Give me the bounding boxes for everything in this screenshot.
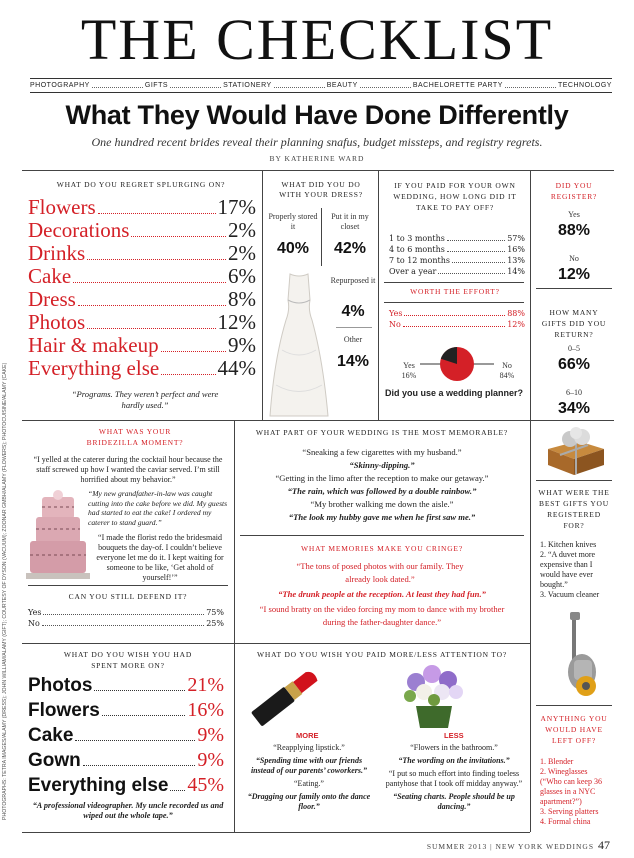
- item-label: Decorations: [28, 218, 130, 242]
- divider: [22, 170, 614, 171]
- item-label: Dress: [28, 287, 76, 311]
- list-item: [28, 773, 224, 798]
- left-off-heading: ANYTHING YOU WOULD HAVE LEFT OFF?: [540, 714, 608, 745]
- item-label: Over a year: [389, 267, 437, 276]
- item-pct: 6%: [228, 264, 256, 288]
- divider: [378, 170, 379, 420]
- gift-box-image: [540, 425, 610, 477]
- item-pct: 9%: [228, 333, 256, 357]
- item-label: Gown: [28, 750, 81, 771]
- divider: [384, 282, 524, 283]
- dress-other-pct: 14%: [336, 353, 370, 370]
- list-item: 3. Vacuum cleaner: [540, 590, 600, 599]
- lipstick-image: [244, 664, 326, 728]
- photo-credit: PHOTOGRAPHS: TETRA IMAGES/ALAMY (DRESS); JOHN WILLIAM/ALAMY (GIFT); COURTESY OF DYSON (VACUUM); ZOONAR GMBH/ALAMY (FLOWERS); PHOTOCUISINE/ALAMY (CAKE): [2, 362, 8, 820]
- memorable-heading: WHAT PART OF YOUR WEDDING IS THE MOST MEMORABLE?: [255, 428, 509, 437]
- item-label: Drinks: [28, 241, 86, 265]
- page-title: THE CHECKLIST: [80, 7, 554, 72]
- item-pct: 75%: [206, 608, 224, 617]
- item-label: Photos: [28, 310, 86, 334]
- planner-no-pct: 84%: [499, 371, 515, 380]
- dress-closet-pct: 42%: [333, 240, 367, 257]
- nav-item[interactable]: BEAUTY: [326, 82, 358, 89]
- quote: “The rain, which was followed by a double rainbow.”: [287, 486, 477, 496]
- list-item: [28, 357, 256, 380]
- divider: [536, 480, 612, 481]
- list-item: [28, 618, 224, 629]
- list-item: 1. Blender: [540, 757, 574, 766]
- nav-item[interactable]: BACHELORETTE PARTY: [412, 82, 503, 89]
- bridezilla-quote-3: “I made the florist redo the bridesmaid bouquets the day-of. I couldn’t believe everyone let me do it. I kept waiting for someone to be like, ‘Get ahold of yourself!’”: [96, 533, 224, 582]
- divider: [530, 170, 531, 832]
- more-label: MORE: [296, 731, 319, 740]
- list-item: [28, 311, 256, 334]
- defend-heading: CAN YOU STILL DEFEND IT?: [68, 592, 188, 601]
- memorable-quotes: [240, 446, 524, 524]
- list-item: [28, 673, 224, 698]
- divider: [28, 585, 228, 586]
- register-heading: DID YOU REGISTER?: [550, 181, 598, 201]
- list-item: [28, 607, 224, 618]
- cringe-quote-1: “The tons of posed photos with our family. They already look dated.”: [296, 561, 464, 584]
- list-item: 1. Kitchen knives: [540, 540, 597, 549]
- item-label: No: [28, 619, 40, 628]
- planner-question: Did you use a wedding planner?: [384, 388, 523, 398]
- item-label: Yes: [28, 608, 42, 617]
- divider: [262, 170, 263, 420]
- list-item: [28, 265, 256, 288]
- less-label: LESS: [444, 731, 464, 740]
- item-pct: 16%: [187, 699, 224, 721]
- quote: “Seating charts. People should be up dancing.”: [393, 792, 515, 811]
- item-pct: 13%: [507, 256, 525, 265]
- footer-text: SUMMER 2013 | NEW YORK WEDDINGS: [426, 842, 594, 851]
- divider: [234, 420, 235, 832]
- quote: “Flowers in the bathroom.”: [410, 743, 498, 752]
- list-item: [28, 334, 256, 357]
- planner-yes-label: Yes: [403, 361, 415, 370]
- spent-more-quote: “A professional videographer. My uncle recorded us and wiped out the whole tape.”: [32, 801, 224, 820]
- divider: [22, 832, 530, 833]
- register-no-label: No: [569, 254, 579, 263]
- item-pct: 14%: [507, 267, 525, 276]
- list-item: [389, 319, 525, 330]
- item-pct: 9%: [197, 749, 224, 771]
- byline: BY KATHERINE WARD: [269, 154, 365, 163]
- item-label: 7 to 12 months: [389, 256, 450, 265]
- item-pct: 21%: [187, 674, 224, 696]
- item-pct: 45%: [187, 774, 224, 796]
- return-r2-pct: 34%: [557, 400, 591, 417]
- effort-list: [389, 308, 525, 330]
- dress-stored-pct: 40%: [276, 240, 310, 257]
- quote: “My brother walking me down the aisle.”: [310, 499, 454, 509]
- more-quotes: [244, 743, 374, 812]
- quote: “Skinny-dipping.”: [349, 460, 415, 470]
- item-pct: 44%: [217, 356, 256, 380]
- item-pct: 25%: [206, 619, 224, 628]
- list-item: [28, 242, 256, 265]
- item-label: Everything else: [28, 356, 160, 380]
- item-label: Photos: [28, 675, 93, 696]
- dress-closet-label: Put it in my closet: [331, 212, 369, 231]
- vacuum-cleaner-image: [560, 610, 604, 702]
- bridezilla-quote-1: “I yelled at the caterer during the cocktail hour because the staff screwed up how I wanted the caviar served. I’m still horrified about my behavior.”: [33, 455, 223, 484]
- planner-pie-chart: [420, 345, 494, 383]
- list-item: [28, 219, 256, 242]
- bridezilla-heading: WHAT WAS YOUR BRIDEZILLA MOMENT?: [86, 427, 184, 447]
- quote: “Dragging our family onto the dance floor.”: [247, 792, 371, 811]
- divider: [240, 535, 524, 536]
- item-pct: 2%: [228, 218, 256, 242]
- best-gifts-list: [540, 540, 610, 600]
- wedding-cake-image: [26, 487, 90, 581]
- item-pct: 16%: [507, 245, 525, 254]
- divider: [384, 302, 524, 303]
- defend-list: [28, 607, 224, 629]
- divider: [536, 705, 612, 706]
- item-pct: 9%: [197, 724, 224, 746]
- payoff-heading: IF YOU PAID FOR YOUR OWN WEDDING, HOW LONG DID IT TAKE TO PAY OFF?: [393, 181, 517, 212]
- item-pct: 12%: [217, 310, 256, 334]
- list-item: [389, 266, 525, 277]
- item-label: Flowers: [28, 700, 100, 721]
- spent-more-heading: WHAT DO YOU WISH YOU HAD SPENT MORE ON?: [63, 650, 193, 670]
- list-item: [389, 255, 525, 266]
- item-label: Everything else: [28, 775, 169, 796]
- nav-item[interactable]: TECHNOLOGY: [557, 82, 612, 89]
- item-label: 1 to 3 months: [389, 234, 445, 243]
- item-label: Yes: [389, 309, 403, 318]
- payoff-list: [389, 233, 525, 277]
- item-label: Flowers: [28, 195, 96, 219]
- register-no-pct: 12%: [557, 266, 591, 283]
- list-item: [28, 748, 224, 773]
- cringe-quote-2: “The drunk people at the reception. At least they had fun.”: [278, 589, 486, 599]
- regret-heading: WHAT DO YOU REGRET SPLURGING ON?: [56, 180, 226, 189]
- list-item: 3. Serving platters: [540, 807, 599, 816]
- dress-other-label: Other: [343, 335, 363, 344]
- list-item: [28, 196, 256, 219]
- item-pct: 2%: [228, 241, 256, 265]
- list-item: 2. “A duvet more expensive than I would have ever bought.”: [540, 550, 596, 589]
- item-pct: 8%: [228, 287, 256, 311]
- return-r1-label: 0–5: [568, 344, 580, 353]
- list-item: 2. Wineglasses (“Who can keep 36 glasses in a NYC apartment?”): [540, 767, 602, 806]
- dress-repurposed-pct: 4%: [341, 303, 365, 320]
- list-item: [28, 698, 224, 723]
- item-pct: 57%: [507, 234, 525, 243]
- deck: One hundred recent brides reveal their planning snafus, budget missteps, and registry regrets.: [91, 135, 543, 149]
- item-label: Cake: [28, 725, 74, 746]
- quote: “Sneaking a few cigarettes with my husband.”: [302, 447, 462, 457]
- left-off-list: [540, 757, 610, 827]
- planner-no-label: No: [502, 361, 512, 370]
- register-yes-pct: 88%: [557, 222, 591, 239]
- divider: [321, 208, 322, 266]
- regret-list: [28, 196, 256, 380]
- register-yes-label: Yes: [568, 210, 580, 219]
- list-item: [28, 723, 224, 748]
- wedding-dress-image: [268, 270, 330, 418]
- divider: [536, 288, 612, 289]
- divider: [22, 420, 614, 421]
- regret-quote: “Programs. They weren’t perfect and were hardly used.”: [71, 389, 219, 410]
- item-label: No: [389, 320, 401, 329]
- quote: “Spending time with our friends instead of our parents’ coworkers.”: [250, 756, 368, 775]
- dress-stored-label: Properly stored it: [268, 212, 318, 231]
- item-pct: 12%: [507, 320, 525, 329]
- cringe-heading: WHAT MEMORIES MAKE YOU CRINGE?: [301, 544, 463, 553]
- quote: “I put so much effort into finding toeless pantyhose that I took off midday anyway.”: [385, 769, 523, 788]
- item-pct: 17%: [217, 195, 256, 219]
- item-label: Hair & makeup: [28, 333, 159, 357]
- dress-heading-2: WITH YOUR DRESS?: [279, 190, 363, 199]
- item-label: 4 to 6 months: [389, 245, 445, 254]
- quote: “Reapplying lipstick.”: [273, 743, 345, 752]
- dress-repurposed-label: Repurposed it: [330, 276, 376, 285]
- divider: [336, 327, 372, 328]
- nav-item[interactable]: GIFTS: [144, 82, 169, 89]
- spent-more-list: [28, 673, 224, 798]
- less-quotes: [384, 743, 524, 812]
- return-r1-pct: 66%: [557, 356, 591, 373]
- list-item: [389, 308, 525, 319]
- headline: What They Would Have Done Differently: [65, 100, 569, 130]
- divider: [22, 643, 530, 644]
- flowers-image: [396, 660, 472, 730]
- effort-heading: WORTH THE EFFORT?: [410, 287, 500, 296]
- dress-heading-1: WHAT DID YOU DO: [281, 180, 361, 189]
- return-r2-label: 6–10: [566, 388, 582, 397]
- quote: “Getting in the limo after the reception to make our getaway.”: [275, 473, 489, 483]
- list-item: 4. Formal china: [540, 817, 591, 826]
- nav-item[interactable]: STATIONERY: [223, 82, 272, 89]
- nav-item[interactable]: PHOTOGRAPHY: [30, 82, 90, 89]
- planner-yes-pct: 16%: [401, 371, 417, 380]
- section-nav: [30, 78, 612, 93]
- attention-heading: WHAT DO YOU WISH YOU PAID MORE/LESS ATTENTION TO?: [257, 650, 507, 659]
- bridezilla-quote-2: “My new grandfather-in-law was caught cutting into the cake before we did. My guests had started to eat the cake! I ordered my caterer to stand guard.”: [88, 489, 228, 527]
- return-heading: HOW MANY GIFTS DID YOU RETURN?: [541, 308, 607, 339]
- quote: “Eating.”: [294, 779, 324, 788]
- list-item: [28, 288, 256, 311]
- best-gifts-heading: WHAT WERE THE BEST GIFTS YOU REGISTERED FOR?: [538, 488, 610, 530]
- quote: “The look my hubby gave me when he first saw me.”: [288, 512, 476, 522]
- list-item: [389, 244, 525, 255]
- cringe-quote-3: “I sound bratty on the video forcing my mom to dance with my brother during the father-daughter dance.”: [259, 604, 505, 627]
- page-number: 47: [598, 838, 610, 852]
- list-item: [389, 233, 525, 244]
- quote: “The wording on the invitations.”: [398, 756, 510, 765]
- item-label: Cake: [28, 264, 72, 288]
- item-pct: 88%: [507, 309, 525, 318]
